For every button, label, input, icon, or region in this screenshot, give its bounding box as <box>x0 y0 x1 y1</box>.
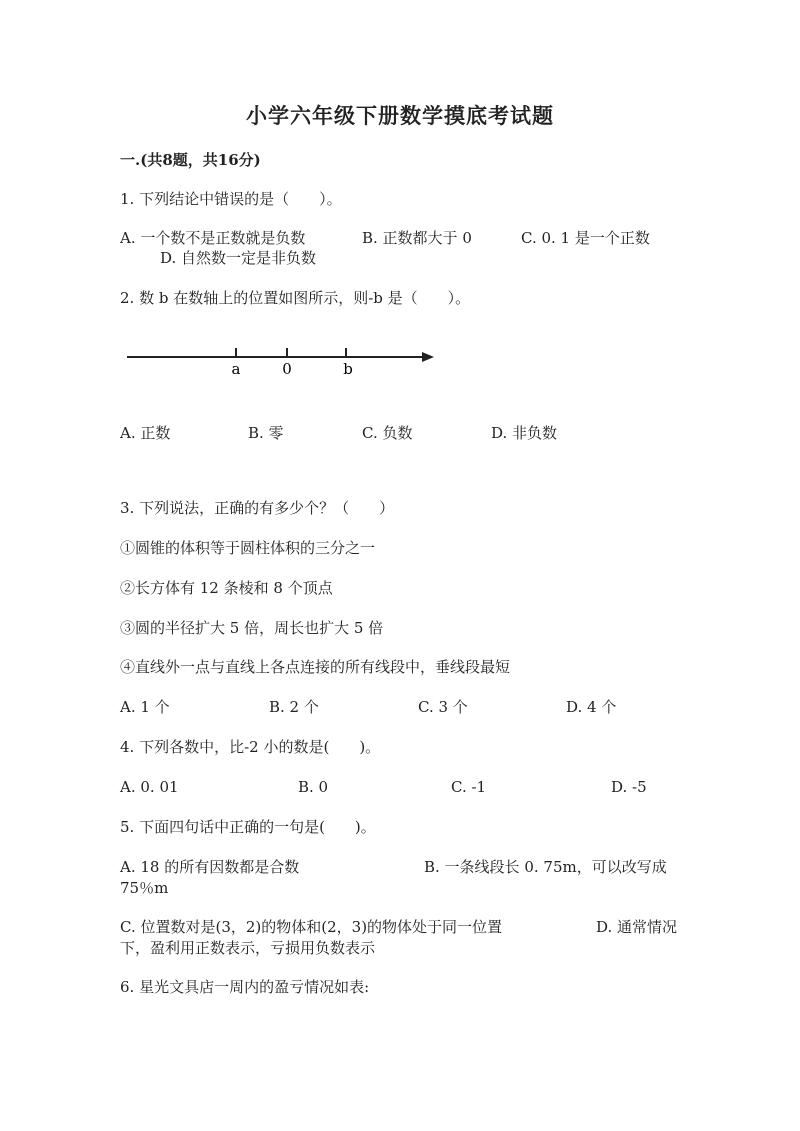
question-3-statement-1: ①圆锥的体积等于圆柱体积的三分之一 <box>120 539 376 557</box>
section-heading: 一.(共8题，共16分) <box>120 151 261 169</box>
question-1-stem: 1. 下列结论中错误的是（ ）。 <box>120 190 342 208</box>
question-1-option-a: A. 一个数不是正数就是负数 <box>120 229 306 247</box>
question-2-option-d: D. 非负数 <box>491 424 558 442</box>
question-2-option-b: B. 零 <box>248 424 284 442</box>
question-2-option-c: C. 负数 <box>362 424 413 442</box>
question-3-option-d: D. 4 个 <box>566 698 617 716</box>
question-3-statement-4: ④直线外一点与直线上各点连接的所有线段中，垂线段最短 <box>120 658 511 676</box>
question-3-statement-3: ③圆的半径扩大 5 倍，周长也扩大 5 倍 <box>120 619 384 637</box>
question-4-option-c: C. -1 <box>451 778 487 796</box>
question-4-option-a: A. 0. 01 <box>120 778 179 796</box>
question-4-stem: 4. 下列各数中，比-2 小的数是( )。 <box>120 738 381 756</box>
question-3-option-a: A. 1 个 <box>120 698 170 716</box>
question-6-stem: 6. 星光文具店一周内的盈亏情况如表: <box>120 978 370 996</box>
page-title: 小学六年级下册数学摸底考试题 <box>246 103 554 128</box>
question-4-option-d: D. -5 <box>611 778 647 796</box>
question-4-option-b: B. 0 <box>298 778 329 796</box>
question-5-option-a: A. 18 的所有因数都是合数 <box>120 858 300 876</box>
question-1-option-d: D. 自然数一定是非负数 <box>160 249 317 267</box>
question-3-option-b: B. 2 个 <box>269 698 319 716</box>
label-a: a <box>231 360 241 378</box>
label-zero: 0 <box>282 360 292 378</box>
question-5-option-d-line1: D. 通常情况 <box>596 918 678 936</box>
question-3-statement-2: ②长方体有 12 条棱和 8 个顶点 <box>120 579 333 597</box>
question-3-option-c: C. 3 个 <box>418 698 468 716</box>
question-1-option-c: C. 0. 1 是一个正数 <box>521 229 650 247</box>
question-5-option-d-line2: 下，盈利用正数表示，亏损用负数表示 <box>120 939 376 957</box>
label-b: b <box>343 360 353 378</box>
question-2-option-a: A. 正数 <box>120 424 171 442</box>
question-5-option-b-line2: 75％m <box>120 879 169 897</box>
question-5-stem: 5. 下面四句话中正确的一句是( )。 <box>120 818 376 836</box>
question-5-option-c: C. 位置数对是(3，2)的物体和(2，3)的物体处于同一位置 <box>120 918 503 936</box>
question-1-option-b: B. 正数都大于 0 <box>362 229 472 247</box>
question-3-stem: 3. 下列说法，正确的有多少个？（ ） <box>120 499 395 517</box>
number-line-arrow <box>422 352 434 362</box>
number-line-figure <box>122 342 452 387</box>
question-2-stem: 2. 数 b 在数轴上的位置如图所示，则-b 是（ ）。 <box>120 289 471 307</box>
question-5-option-b-line1: B. 一条线段长 0. 75m，可以改写成 <box>424 858 667 876</box>
